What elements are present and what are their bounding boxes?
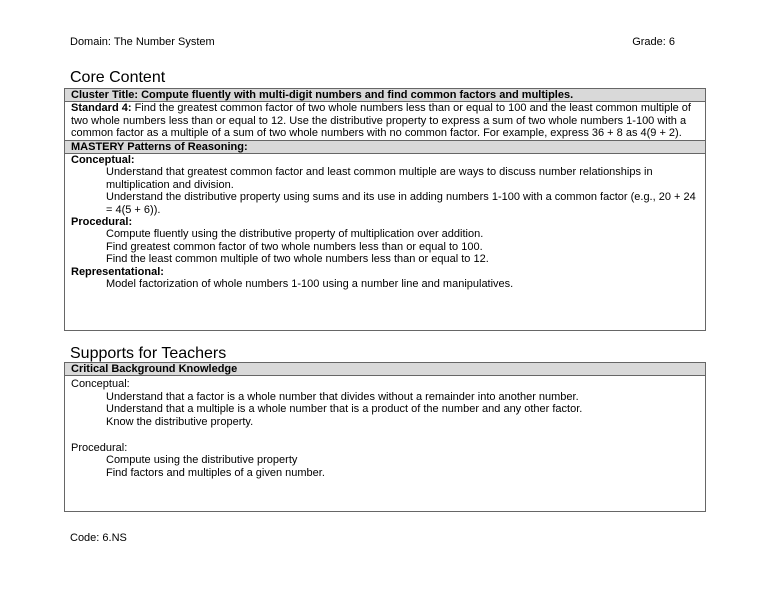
conceptual-label: Conceptual: [71,154,135,167]
representational-label: Representational: [71,265,164,278]
supports-table [64,362,706,512]
standard-label: Standard 4: [71,102,132,115]
procedural-item: Find greatest common factor of two whole numbers less than or equal to 100. [106,240,483,253]
procedural-item: Compute fluently using the distributive property of multiplication over addition. [106,228,484,241]
support-conceptual-item: Understand that a factor is a whole number that divides without a remainder into another number. [106,390,579,403]
standard-cell [65,102,705,140]
procedural-item: Find the least common multiple of two whole numbers less than or equal to 12. [106,253,489,266]
conceptual-item: Understand the distributive property using sums and its use in adding numbers 1-100 with a common factor (e.g., 20 + 24 = 4(5 + 6)). [106,191,696,216]
background-knowledge-heading: Critical Background Knowledge [65,363,705,376]
support-conceptual-item: Know the distributive property. [106,415,254,428]
representational-item: Model factorization of whole numbers 1-100 using a number line and manipulatives. [106,278,514,291]
mastery-heading: MASTERY Patterns of Reasoning: [65,141,705,154]
domain-label: Domain: The Number System [70,36,215,48]
support-conceptual-item: Understand that a multiple is a whole number that is a product of the number and any other factor. [106,403,583,416]
cluster-title: Cluster Title: Compute fluently with multi-digit numbers and find common factors and multiples. [65,89,705,102]
core-content-table [64,88,706,331]
support-procedural-item: Compute using the distributive property [106,454,298,467]
mastery-cell [65,154,705,290]
supports-title: Supports for Teachers [70,345,227,362]
conceptual-item: Understand that greatest common factor and least common multiple are ways to discuss number relationships in multiplication and division. [106,166,653,191]
standard-text: Find the greatest common factor of two whole numbers less than or equal to 100 and the least common multiple of two whole numbers less than or equal to 12. Use the distributive property to express a sum of two whole numbers 1-100 with a common factor as a multiple of a sum of two whole numbers with no common factor. For example, express 36 + 8 as 4(9 + 2). [71,102,691,140]
background-knowledge-cell [65,376,705,479]
support-procedural-item: Find factors and multiples of a given number. [106,466,325,479]
core-content-title: Core Content [70,69,166,86]
grade-label: Grade: 6 [632,36,675,48]
support-procedural-label: Procedural: [71,442,128,455]
code-label: Code: 6.NS [70,532,127,544]
procedural-label: Procedural: [71,216,133,229]
support-conceptual-label: Conceptual: [71,378,130,391]
